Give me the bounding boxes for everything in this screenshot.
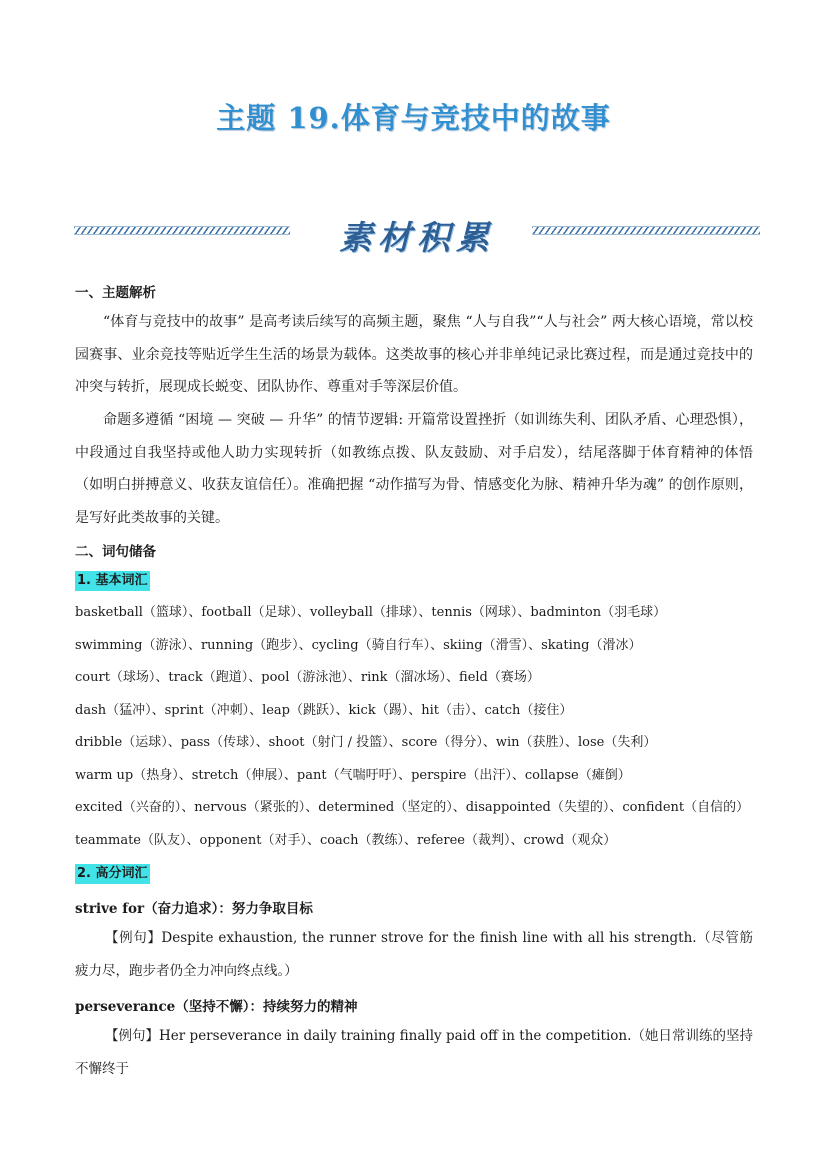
vocab-line: basketball（篮球）、football（足球）、volleyball（排球）、tennis（网球）、badminton（羽毛球） [75, 605, 667, 620]
page-title: 主题 19.体育与竞技中的故事 [216, 101, 611, 135]
vocab-line: court（球场）、track（跑道）、pool（游泳池）、rink（溜冰场）、field（赛场） [75, 670, 540, 685]
banner-title: 素材积累 [339, 218, 495, 257]
vocab-line: dribble（运球）、pass（传球）、shoot（射门 / 投篮）、score（得分）、win（获胜）、lose（失利） [75, 735, 657, 750]
banner-hatch-right [532, 226, 760, 235]
section-heading-theme: 一、主题解析 [75, 285, 156, 301]
term-perseverance: perseverance（坚持不懈）：持续努力的精神 [75, 999, 358, 1015]
paragraph-theme-plot: 命题多遵循 “困境 — 突破 — 升华” 的情节逻辑: 开篇常设置挫折（如训练失利、团队矛盾、心理恐惧），中段通过自我坚持或他人助力实现转折（如教练点拨、队友鼓励、对手启发），结尾落脚于体育精神的体悟（如明白拼搏意义、收获友谊信任）。准确把握 “动作描写为骨、情感变化为脉、精神升华为魂” 的创作原则，是写好此类故事的关键。 [75, 412, 753, 526]
example-strive-for: 【例句】Despite exhaustion, the runner strove for the finish line with all his strength.（尽管筋疲力尽，跑步者仍全力冲向终点线。） [75, 930, 753, 979]
section-heading-vocab: 二、词句储备 [75, 544, 156, 560]
vocab-list [75, 597, 765, 857]
vocab-line: teammate（队友）、opponent（对手）、coach（教练）、referee（裁判）、crowd（观众） [75, 832, 617, 848]
vocab-line: excited（兴奋的）、nervous（紧张的）、determined（坚定的）、disappointed（失望的）、confident（自信的） [75, 800, 750, 815]
vocab-line: swimming（游泳）、running（跑步）、cycling（骑自行车）、skiing（滑雪）、skating（滑冰） [75, 637, 642, 653]
example-perseverance: 【例句】Her perseverance in daily training finally paid off in the competition.（她日常训练的坚持不懈终于 [75, 1028, 753, 1077]
subheading-basic-vocab: 1. 基本词汇 [75, 571, 150, 591]
vocab-line: dash（猛冲）、sprint（冲刺）、leap（跳跃）、kick（踢）、hit（击）、catch（接住） [75, 702, 573, 718]
section-banner [74, 212, 760, 258]
paragraph-theme-intro: “体育与竞技中的故事” 是高考读后续写的高频主题，聚焦 “人与自我”“人与社会” 两大核心语境，常以校园赛事、业余竞技等贴近学生生活的场景为载体。这类故事的核心并非单纯记录比赛过程，而是通过竞技中的冲突与转折，展现成长蜕变、团队协作、尊重对手等深层价值。 [75, 314, 753, 395]
term-strive-for: strive for（奋力追求）：努力争取目标 [75, 901, 313, 917]
vocab-line: warm up（热身）、stretch（伸展）、pant（气喘吁吁）、perspire（出汗）、collapse（瘫倒） [75, 767, 631, 783]
subheading-advanced-vocab: 2. 高分词汇 [75, 864, 150, 884]
